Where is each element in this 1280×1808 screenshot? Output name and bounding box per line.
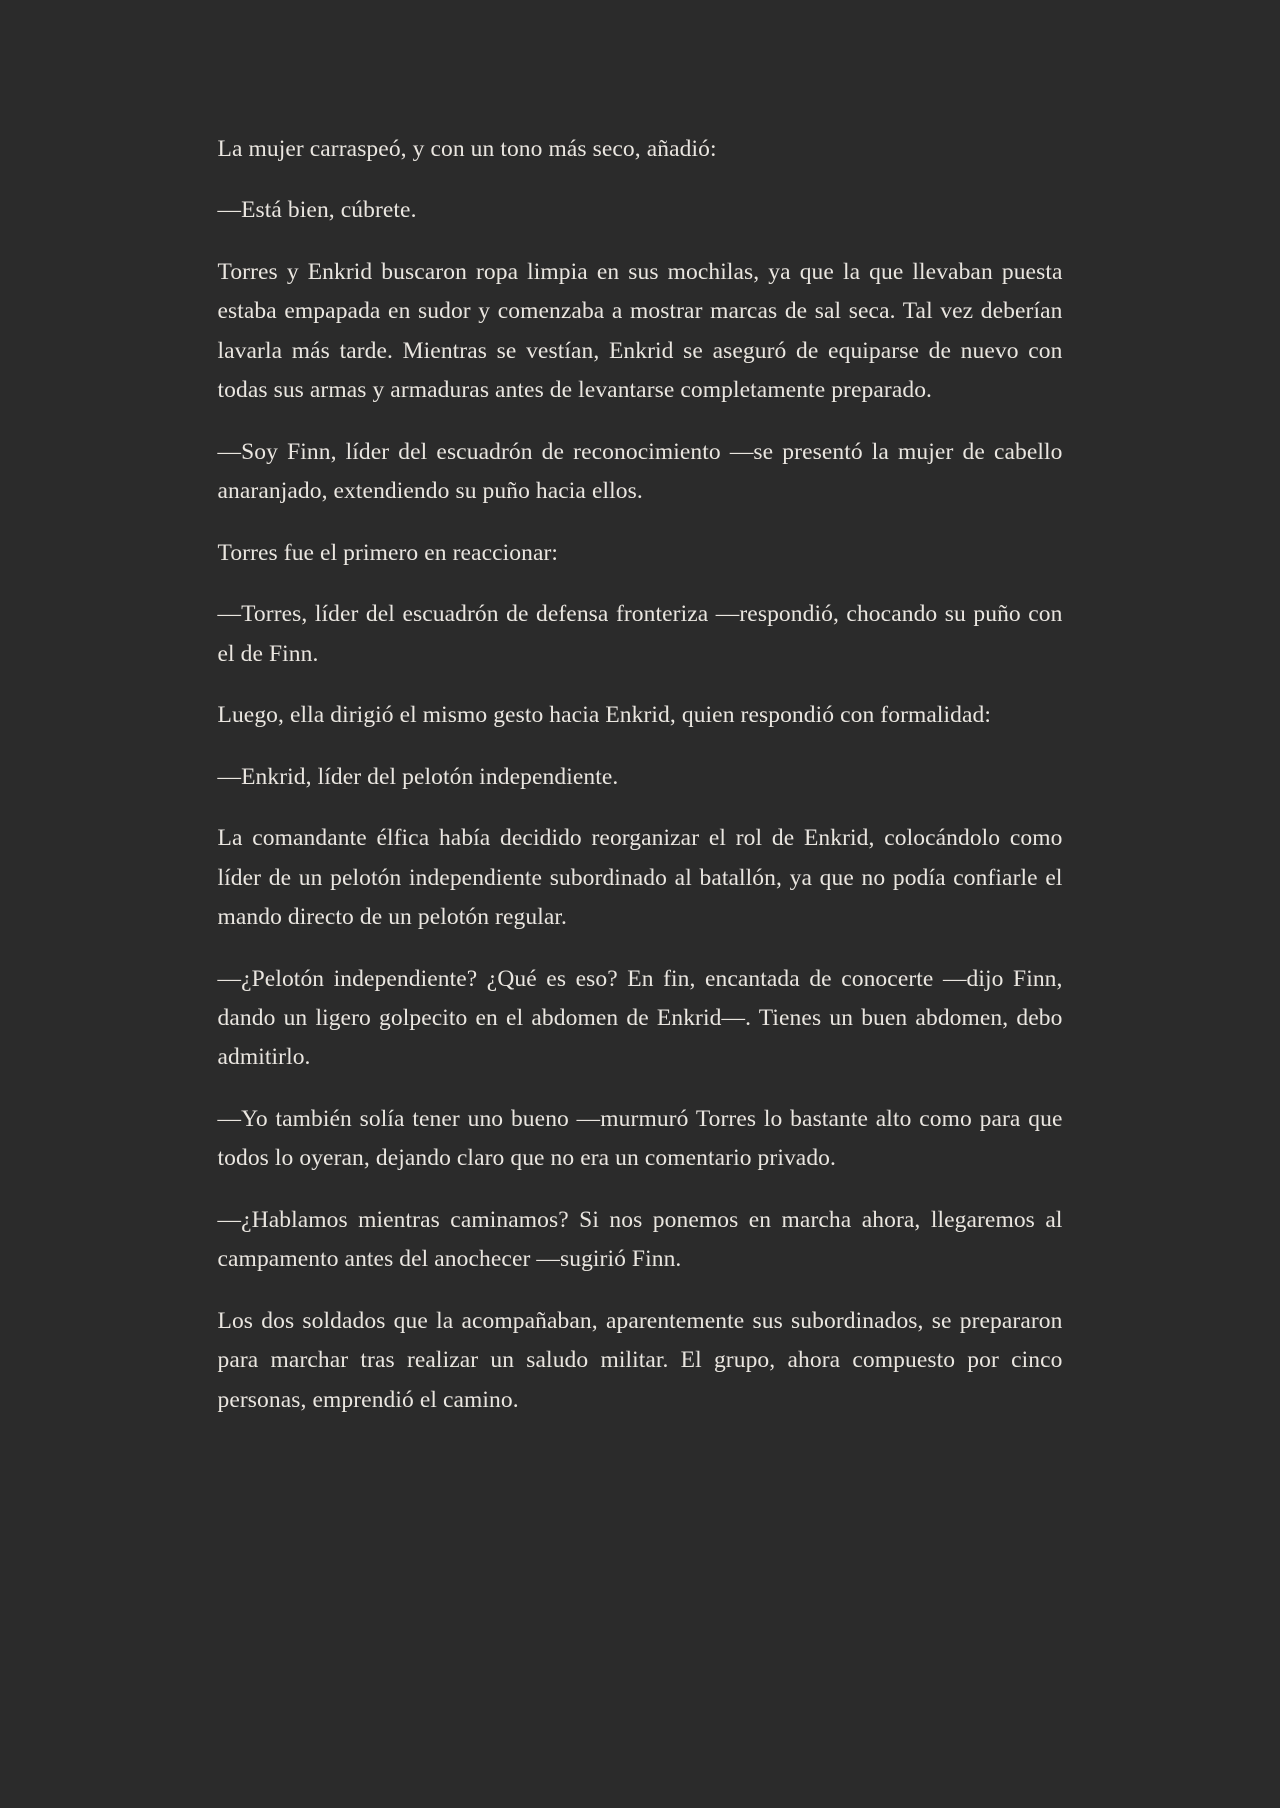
paragraph: —Enkrid, líder del pelotón independiente. [217,763,619,790]
paragraph: —Soy Finn, líder del escuadrón de reconocimiento —se presentó la mujer de cabello anaranjado, extendiendo su puño hacia ellos. [217,438,1063,505]
paragraph: —¿Pelotón independiente? ¿Qué es eso? En fin, encantada de conocerte —dijo Finn, dando un ligero golpecito en el abdomen de Enkrid—. Tienes un buen abdomen, debo admitirlo. [217,965,1063,1071]
paragraph: —Torres, líder del escuadrón de defensa fronteriza —respondió, chocando su puño con el de Finn. [217,601,1063,667]
paragraph: —Está bien, cúbrete. [217,197,417,224]
paragraph: La mujer carraspeó, y con un tono más seco, añadió: [217,136,717,162]
paragraph: La comandante élfica había decidido reorganizar el rol de Enkrid, colocándolo como líder de un pelotón independiente subordinado al batallón, ya que no podía confiarle el mando directo de un pelotón regular. [217,825,1063,931]
paragraph: Los dos soldados que la acompañaban, aparentemente sus subordinados, se prepararon para marchar tras realizar un saludo militar. El grupo, ahora compuesto por cinco personas, emprendió el camino. [217,1307,1063,1413]
paragraph: —Yo también solía tener uno bueno —murmuró Torres lo bastante alto como para que todos lo oyeran, dejando claro que no era un comentario privado. [217,1105,1063,1172]
paragraph: Torres fue el primero en reaccionar: [217,539,559,566]
paragraph: —¿Hablamos mientras caminamos? Si nos ponemos en marcha ahora, llegaremos al campamento antes del anochecer —sugirió Finn. [217,1206,1063,1273]
paragraph: Luego, ella dirigió el mismo gesto hacia Enkrid, quien respondió con formalidad: [217,702,992,729]
paragraph: Torres y Enkrid buscaron ropa limpia en sus mochilas, ya que la que llevaban puesta estaba empapada en sudor y comenzaba a mostrar marcas de sal seca. Tal vez deberían lavarla más tarde. Mientras se vestían, Enkrid se aseguró de equiparse de nuevo con todas sus armas y armaduras antes de levantarse completamente preparado. [217,258,1063,404]
document-body [218,130,1063,1420]
